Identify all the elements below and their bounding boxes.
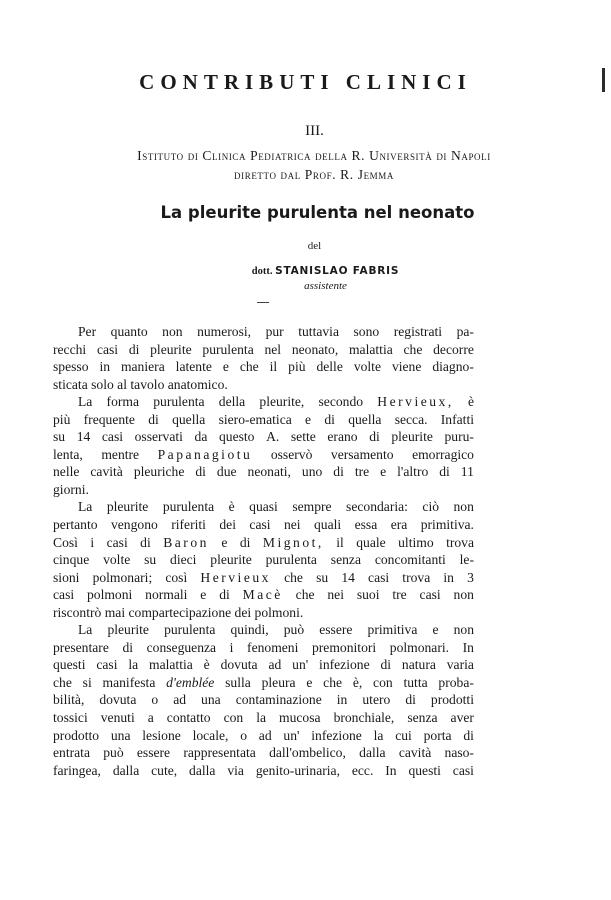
- paragraph-4-line: [53, 744, 474, 762]
- word: La: [78, 394, 93, 410]
- word: In: [385, 762, 397, 778]
- word: rappresentata: [183, 745, 256, 761]
- word: spesso: [53, 359, 89, 375]
- word: proba-: [438, 674, 474, 690]
- word: non: [162, 324, 183, 339]
- word: 14: [341, 569, 355, 585]
- word: ad: [173, 692, 187, 708]
- word: due: [216, 464, 237, 480]
- word: dall'ombelico,: [269, 745, 346, 761]
- word: il: [269, 359, 278, 375]
- word: di: [405, 692, 416, 708]
- word: che: [323, 674, 343, 690]
- word: dovuta: [220, 657, 258, 673]
- word: dieci: [170, 552, 197, 568]
- word: Hervieux,: [377, 394, 454, 410]
- word: della: [218, 394, 246, 410]
- word: nel: [264, 341, 282, 357]
- word: A.: [266, 429, 280, 445]
- word: si: [82, 674, 92, 690]
- word: lenta,: [53, 446, 83, 462]
- word: dalla: [112, 762, 140, 778]
- word: uno: [301, 464, 323, 480]
- word: mentre: [101, 446, 140, 462]
- word: ad: [258, 727, 272, 743]
- word: è,: [352, 674, 363, 690]
- word: purulenta: [265, 552, 317, 568]
- word: di: [122, 639, 134, 655]
- word: dalla: [359, 745, 386, 761]
- word: cui: [395, 727, 412, 743]
- word: emorragico: [412, 446, 474, 462]
- word: che: [403, 341, 423, 357]
- word: malattia: [348, 341, 393, 357]
- word: sioni: [53, 569, 80, 585]
- word: questi: [408, 762, 441, 778]
- word: un': [292, 657, 309, 673]
- word: tre: [392, 587, 407, 603]
- word: osservò: [270, 446, 313, 462]
- word: pleurite: [107, 622, 149, 638]
- word: cinque: [53, 552, 90, 568]
- word: senza: [330, 552, 361, 568]
- word: maniera: [120, 359, 165, 375]
- word: forma: [106, 394, 140, 410]
- paragraph-3-line: [53, 569, 474, 587]
- word: questo: [218, 429, 255, 445]
- word: di: [463, 727, 474, 743]
- word: ultimo: [398, 534, 434, 550]
- word: dei: [219, 517, 236, 533]
- paragraph-4-line: [53, 709, 474, 727]
- word: trova: [446, 534, 474, 550]
- word: varia: [446, 657, 474, 673]
- word: genito-urinaria,: [255, 762, 340, 778]
- author-prefix: dott.: [251, 266, 273, 277]
- word: di: [369, 429, 380, 445]
- separator-rule: [257, 302, 269, 303]
- word: casi: [101, 429, 124, 445]
- institute-line-2: diretto dal Prof. R. Jemma: [234, 167, 394, 182]
- word: e: [221, 534, 228, 550]
- word: Infatti: [440, 411, 474, 427]
- word: premonitori: [311, 639, 377, 655]
- word: d'emblée: [166, 674, 215, 690]
- word: così: [165, 569, 188, 585]
- word: un': [283, 727, 300, 743]
- word: casi: [368, 569, 390, 585]
- word: di: [140, 534, 151, 550]
- word: quali: [314, 517, 342, 533]
- word: dalla: [189, 762, 216, 778]
- word: pleurite: [106, 499, 149, 515]
- word: casi: [452, 762, 474, 778]
- word: su: [316, 569, 329, 585]
- word: e: [222, 359, 229, 375]
- word: cavità: [398, 745, 432, 761]
- word: purulenta: [202, 341, 254, 357]
- word: polmonari.: [389, 639, 450, 655]
- word: sempre: [292, 499, 332, 515]
- word: pur: [265, 324, 284, 339]
- word: contaminazione: [235, 692, 322, 708]
- word: di: [195, 464, 206, 480]
- word: Papanagiotu: [157, 446, 253, 462]
- paragraph-3-line: [53, 498, 474, 516]
- word: di: [148, 411, 159, 427]
- word: quindi,: [230, 622, 269, 638]
- paragraph-4-line: [53, 621, 474, 639]
- word: e: [305, 411, 312, 427]
- word: casi: [419, 587, 441, 603]
- word: faringea,: [53, 762, 101, 778]
- word: purulenta: [162, 499, 215, 515]
- word: è: [467, 394, 474, 410]
- paragraph-1-line: [53, 323, 474, 341]
- word: infezione: [311, 727, 362, 743]
- word: versamento: [330, 446, 394, 462]
- word: La: [78, 499, 93, 515]
- word: fenomeni: [247, 639, 299, 655]
- word: o: [240, 727, 248, 743]
- word: senza: [407, 710, 438, 726]
- word: più: [288, 359, 306, 375]
- word: quasi: [249, 499, 278, 515]
- word: pleura: [261, 674, 296, 690]
- word: o: [151, 692, 159, 708]
- word: è: [203, 657, 210, 673]
- word: di: [333, 464, 344, 480]
- word: primitiva: [367, 622, 418, 638]
- word: quella: [348, 411, 382, 427]
- paragraph-4-line: [53, 762, 474, 780]
- word: quale: [356, 534, 386, 550]
- word: entrata: [53, 745, 90, 761]
- word: natura: [401, 657, 436, 673]
- word: cute,: [151, 762, 178, 778]
- word: neonati,: [247, 464, 291, 480]
- word: una: [110, 727, 131, 743]
- word: numerosi,: [197, 324, 252, 339]
- word: registrati: [393, 324, 443, 339]
- paragraph-2-line: [53, 446, 474, 464]
- word: La: [78, 622, 93, 638]
- word: la: [256, 710, 267, 726]
- word: essere: [319, 622, 353, 638]
- word: casi: [53, 587, 75, 603]
- word: trova: [402, 569, 431, 585]
- word: che: [284, 569, 303, 585]
- word: di: [324, 411, 335, 427]
- word: la: [373, 727, 384, 743]
- word: non: [453, 499, 474, 515]
- word: naso-: [444, 745, 474, 761]
- word: 14: [76, 429, 91, 445]
- word: ecc.: [351, 762, 374, 778]
- paragraph-2-line: giorni.: [53, 481, 89, 497]
- word: contatto: [166, 710, 211, 726]
- series-title: CONTRIBUTI CLINICI: [139, 70, 472, 94]
- word: bilità,: [53, 692, 85, 708]
- word: polmoni: [86, 587, 133, 603]
- author-name: STANISLAO FABRIS: [275, 265, 400, 277]
- word: erano: [327, 429, 358, 445]
- word: di: [219, 587, 230, 603]
- word: latente: [175, 359, 212, 375]
- word: in: [99, 359, 111, 375]
- word: utero: [362, 692, 391, 708]
- word: questi: [53, 657, 86, 673]
- word: delle: [316, 359, 343, 375]
- word: ciò: [422, 499, 440, 515]
- word: con: [373, 674, 393, 690]
- word: secca.: [394, 411, 428, 427]
- word: primitiva.: [420, 517, 474, 533]
- word: casi: [106, 534, 128, 550]
- article-title: La pleurite purulenta nel neonato: [160, 203, 475, 222]
- paragraph-3-line: riscontrò mai compartecipazione dei polmoni.: [53, 604, 304, 620]
- word: purulenta: [164, 622, 216, 638]
- word: che: [295, 587, 315, 603]
- word: Per: [78, 324, 97, 339]
- word: normali: [145, 587, 188, 603]
- word: In: [462, 639, 474, 655]
- paragraph-4-line: [53, 674, 474, 692]
- word: quanto: [110, 324, 148, 339]
- word: venuti: [100, 710, 135, 726]
- word: concomitanti: [374, 552, 446, 568]
- word: 11: [460, 464, 474, 480]
- author-line: [0, 265, 611, 277]
- word: casi: [96, 341, 119, 357]
- word: casi: [96, 657, 118, 673]
- word: infezione: [319, 657, 370, 673]
- word: prodotto: [53, 727, 100, 743]
- word: non: [453, 622, 474, 638]
- word: di: [380, 657, 392, 673]
- word: sette: [290, 429, 316, 445]
- author-role: assistente: [304, 280, 347, 292]
- word: 3: [467, 569, 474, 585]
- word: pleurite,: [259, 394, 305, 410]
- word: dovuta: [99, 692, 137, 708]
- word: pa-: [456, 324, 474, 339]
- word: tuttavia: [298, 324, 339, 339]
- paragraph-3-line: [53, 534, 474, 552]
- word: di: [239, 534, 251, 550]
- word: essa: [354, 517, 378, 533]
- paragraph-2-line: [53, 411, 474, 429]
- word: pleurite: [391, 429, 433, 445]
- word: aver: [450, 710, 474, 726]
- word: più: [53, 411, 71, 427]
- word: era: [390, 517, 408, 533]
- word: tutta: [403, 674, 428, 690]
- byline: del: [307, 240, 322, 252]
- article-number: III.: [305, 123, 324, 139]
- word: tossici: [53, 710, 88, 726]
- word: la: [128, 657, 139, 673]
- word: Baron: [163, 534, 209, 550]
- word: volte: [353, 359, 381, 375]
- word: bronchiale,: [333, 710, 395, 726]
- word: su: [53, 429, 66, 445]
- paragraph-3-line: [53, 516, 474, 534]
- word: i: [90, 534, 95, 550]
- word: conseguenza: [146, 639, 217, 655]
- word: e: [432, 622, 439, 638]
- paragraph-4-line: [53, 691, 474, 709]
- word: pertanto: [53, 517, 98, 533]
- word: con: [223, 710, 244, 726]
- word: polmonari;: [92, 569, 153, 585]
- word: quella: [172, 411, 206, 427]
- word: mucosa: [279, 710, 321, 726]
- word: ad: [268, 657, 282, 673]
- word: di: [439, 464, 450, 480]
- word: in: [443, 569, 454, 585]
- word: secondo: [318, 394, 364, 410]
- article-body: [53, 323, 474, 779]
- word: neonato,: [291, 341, 339, 357]
- word: e: [306, 674, 313, 690]
- word: su: [144, 552, 157, 568]
- paragraph-2-line: [53, 393, 474, 411]
- word: riferiti: [171, 517, 206, 533]
- paragraph-3-line: [53, 586, 474, 604]
- word: sulla: [225, 674, 251, 690]
- word: una: [201, 692, 221, 708]
- word: pleurite: [150, 341, 192, 357]
- word: recchi: [53, 341, 87, 357]
- word: è: [228, 499, 235, 515]
- word: secondaria:: [346, 499, 408, 515]
- word: in: [336, 692, 348, 708]
- word: via: [227, 762, 244, 778]
- word: puru-: [444, 429, 474, 445]
- paragraph-3-line: [53, 551, 474, 569]
- word: non: [453, 587, 474, 603]
- word: tre: [354, 464, 370, 480]
- word: e: [200, 587, 207, 603]
- paragraph-1-line: [53, 341, 474, 359]
- paragraph-2-line: [53, 463, 474, 481]
- word: e: [380, 464, 387, 480]
- institute-line-1: Istituto di Clinica Pediatrica della R. Università di Napoli: [137, 148, 491, 163]
- paragraph-1-line: sticata solo al tavolo anatomico.: [53, 376, 228, 392]
- word: pleurite: [210, 552, 252, 568]
- word: locale,: [192, 727, 229, 743]
- word: essere: [136, 745, 171, 761]
- paragraph-4-line: [53, 639, 474, 657]
- paragraph-2-line: [53, 428, 474, 446]
- word: decorre: [433, 341, 474, 357]
- word: Hervieux: [200, 569, 271, 585]
- word: vengono: [110, 517, 158, 533]
- word: porta: [423, 727, 452, 743]
- word: purulenta: [153, 394, 205, 410]
- word: osservati: [134, 429, 183, 445]
- word: lesione: [142, 727, 181, 743]
- word: sono: [353, 324, 380, 339]
- word: Così: [53, 534, 78, 550]
- word: manifesta: [102, 674, 156, 690]
- word: può: [283, 622, 305, 638]
- word: pleuriche: [133, 464, 185, 480]
- word: l'altro: [397, 464, 429, 480]
- paragraph-4-line: [53, 727, 474, 745]
- word: siero-ematica: [218, 411, 292, 427]
- word: da: [194, 429, 208, 445]
- word: Mignot,: [262, 534, 324, 550]
- word: che: [239, 359, 259, 375]
- word: malattia: [149, 657, 193, 673]
- paragraph-4-line: [53, 656, 474, 674]
- word: i: [229, 639, 234, 655]
- word: volte: [103, 552, 131, 568]
- word: nei: [327, 587, 344, 603]
- word: a: [147, 710, 154, 726]
- word: il: [336, 534, 344, 550]
- word: nei: [283, 517, 301, 533]
- word: può: [103, 745, 124, 761]
- word: nelle: [53, 464, 80, 480]
- word: di: [128, 341, 140, 357]
- word: le-: [459, 552, 474, 568]
- word: Macè: [242, 587, 283, 603]
- word: frequente: [83, 411, 135, 427]
- word: suoi: [356, 587, 380, 603]
- word: diagno-: [432, 359, 474, 375]
- word: viene: [391, 359, 422, 375]
- word: casi: [249, 517, 271, 533]
- word: cavità: [90, 464, 123, 480]
- word: che: [53, 674, 72, 690]
- word: prodotti: [430, 692, 474, 708]
- word: presentare: [53, 639, 109, 655]
- paragraph-1-line: [53, 358, 474, 376]
